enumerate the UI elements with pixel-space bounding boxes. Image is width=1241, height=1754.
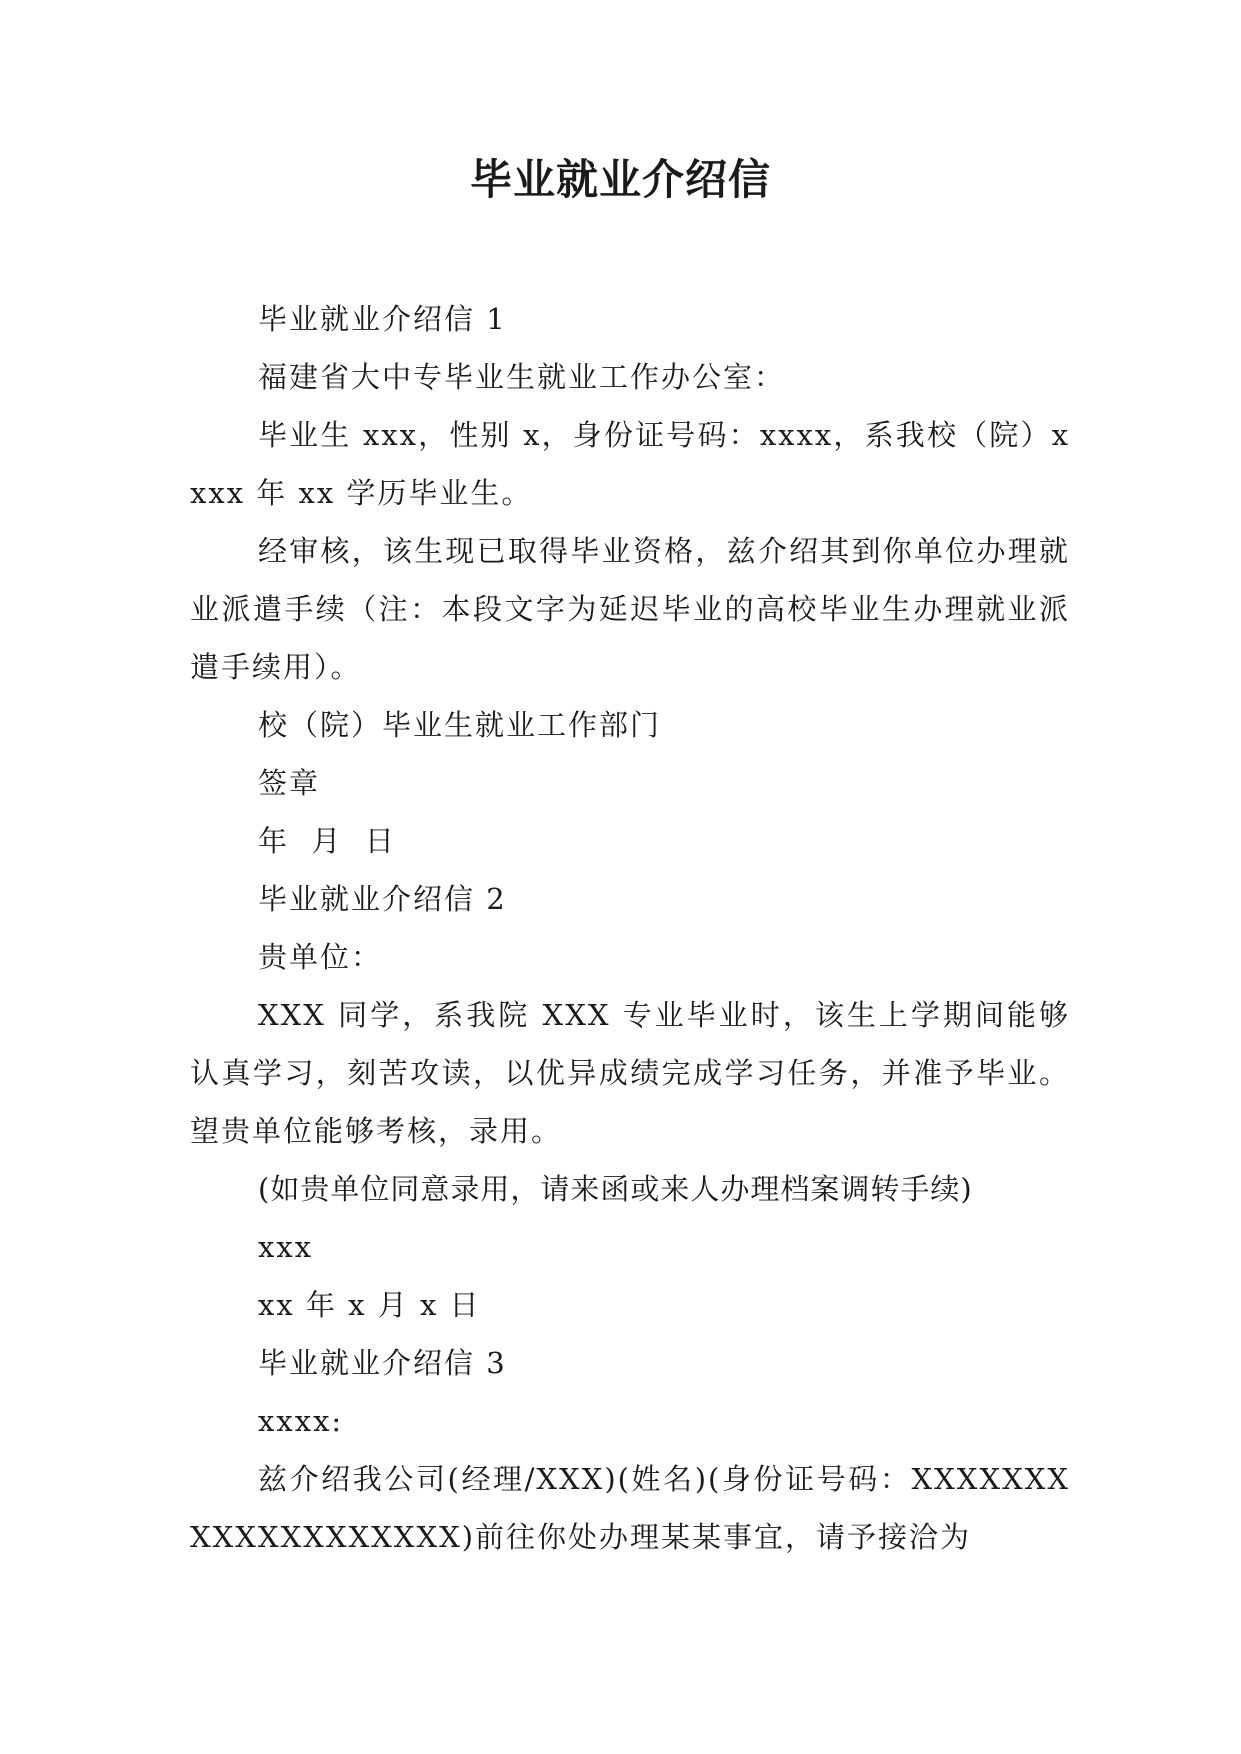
paragraph-recipient-2: 贵单位： bbox=[258, 940, 383, 974]
paragraph-seal: 签章 bbox=[258, 766, 321, 800]
paragraph-department: 校（院）毕业生就业工作部门 bbox=[258, 708, 662, 742]
paragraph-heading-1: 毕业就业介绍信 1 bbox=[258, 302, 507, 336]
paragraph-review: 经审核，该生现已取得毕业资格，兹介绍其到你单位办理就业派遣手续（注：本段文字为延迟毕业的高校毕业生办理就业派遣手续用）。 bbox=[190, 534, 1070, 684]
paragraph-heading-2: 毕业就业介绍信 2 bbox=[258, 882, 507, 916]
paragraph-recommendation: XXX 同学，系我院 XXX 专业毕业时，该生上学期间能够认真学习，刻苦攻读，以优异成绩完成学习任务，并准予毕业。望贵单位能够考核，录用。 bbox=[190, 998, 1070, 1148]
paragraph-date-1: 年 月 日 bbox=[258, 824, 396, 858]
paragraph-recipient-3: xxxx: bbox=[258, 1404, 344, 1438]
paragraph-student-info: 毕业生 xxx，性别 x，身份证号码：xxxx，系我校（院）xxxx 年 xx 学历毕业生。 bbox=[190, 418, 1070, 510]
paragraph-recipient-1: 福建省大中专毕业生就业工作办公室： bbox=[258, 360, 786, 394]
paragraph-date-2: xx 年 x 月 x 日 bbox=[258, 1288, 481, 1322]
paragraph-introduction: 兹介绍我公司(经理/XXX)(姓名)(身份证号码：XXXXXXXXXXXXXXXXXXX)前往你处办理某某事宜，请予接洽为 bbox=[190, 1462, 1070, 1554]
letter-body bbox=[190, 290, 1070, 1566]
paragraph-heading-3: 毕业就业介绍信 3 bbox=[258, 1346, 507, 1380]
page-title: 毕业就业介绍信 bbox=[469, 155, 771, 204]
paragraph-note: (如贵单位同意录用，请来函或来人办理档案调转手续) bbox=[258, 1172, 973, 1206]
paragraph-signer: xxx bbox=[258, 1230, 314, 1264]
